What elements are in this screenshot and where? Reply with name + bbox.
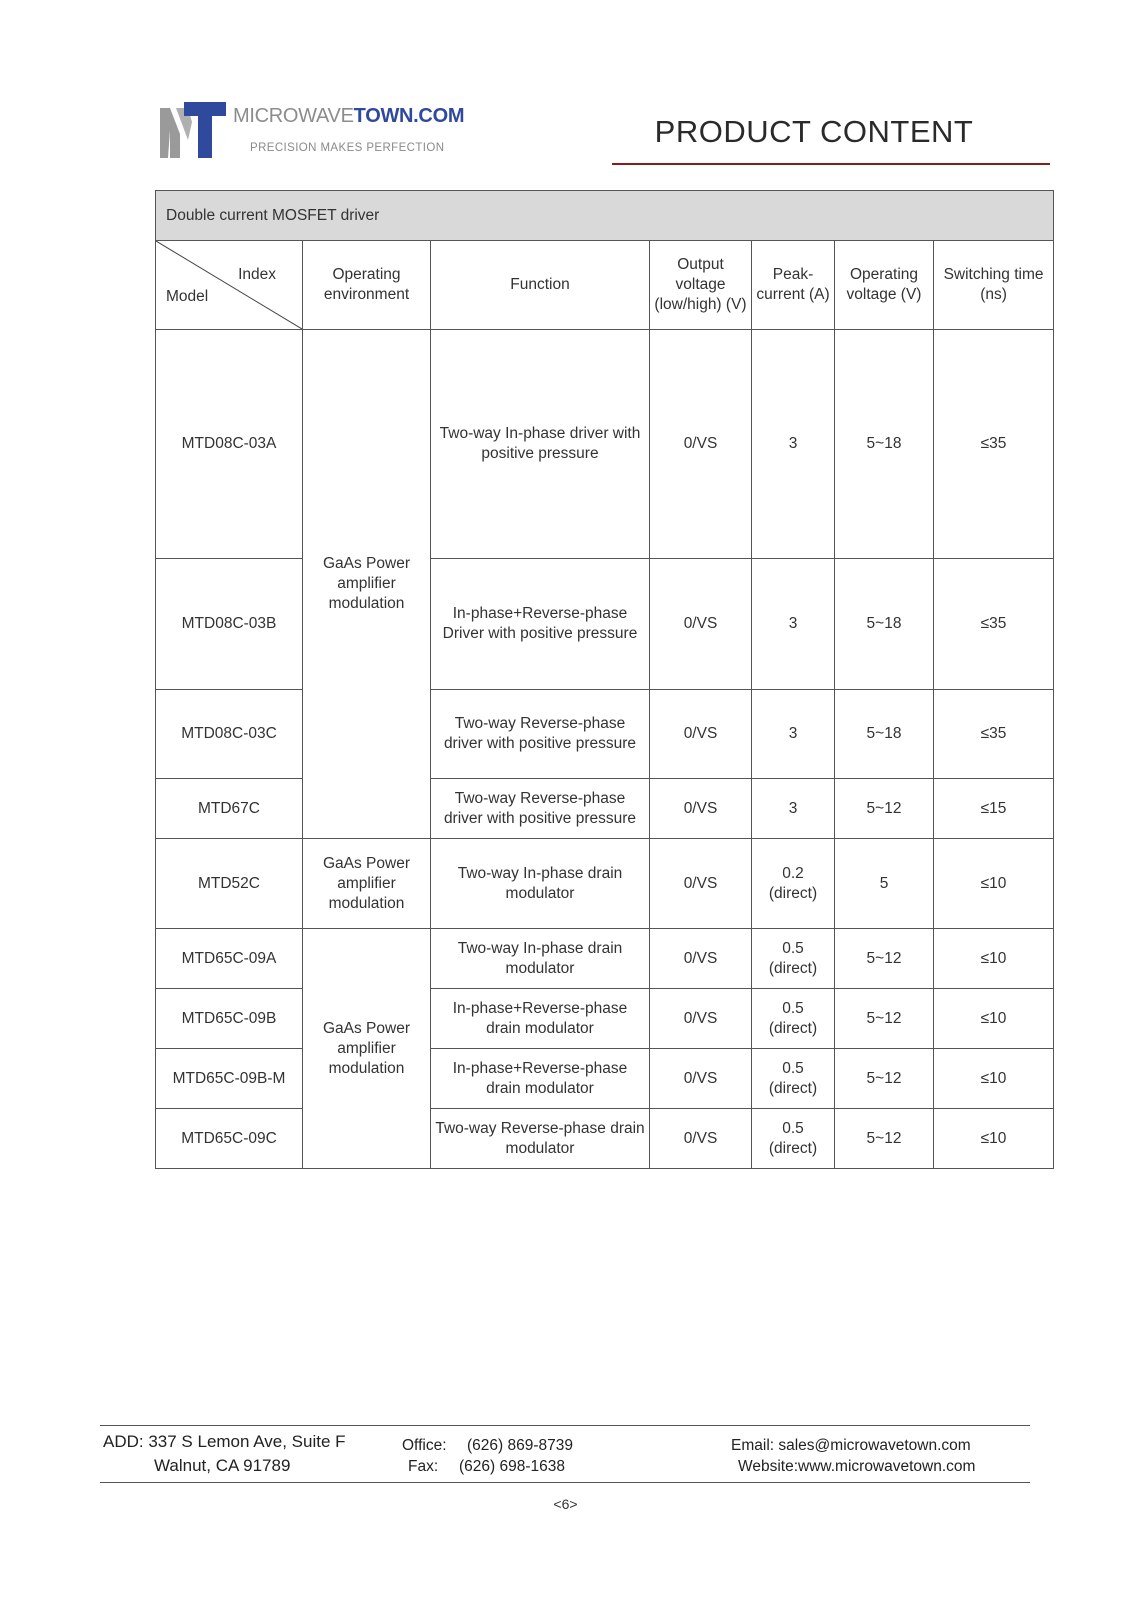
output-voltage-cell: 0/VS <box>650 330 752 559</box>
col-header-operating-voltage: Operating voltage (V) <box>835 241 934 330</box>
operating-voltage-cell: 5~12 <box>835 989 934 1049</box>
switching-time-cell: ≤35 <box>934 690 1054 779</box>
peak-current-cell <box>752 839 835 929</box>
switching-time-cell: ≤10 <box>934 989 1054 1049</box>
environment-cell: GaAs Power amplifier modulation <box>303 839 431 929</box>
peak-current-value: 0.5 <box>782 939 804 957</box>
switching-time-cell: ≤15 <box>934 779 1054 839</box>
output-voltage-cell: 0/VS <box>650 559 752 690</box>
fax-label: Fax: <box>408 1458 439 1475</box>
function-cell: Two-way Reverse-phase driver with positive pressure <box>431 779 650 839</box>
address-line-1: ADD: 337 S Lemon Ave, Suite F <box>103 1432 346 1451</box>
table-row <box>156 989 1054 1049</box>
operating-voltage-cell: 5~18 <box>835 690 934 779</box>
peak-current-note: (direct) <box>768 959 818 977</box>
operating-voltage-cell: 5~12 <box>835 929 934 989</box>
email-text: Email: sales@microwavetown.com <box>731 1437 971 1454</box>
footer-bottom-rule <box>100 1482 1030 1483</box>
output-voltage-cell: 0/VS <box>650 1109 752 1169</box>
switching-time-cell: ≤10 <box>934 929 1054 989</box>
model-cell: MTD65C-09B <box>156 989 303 1049</box>
col-header-switching-time: Switching time (ns) <box>934 241 1054 330</box>
address-line-2: Walnut, CA 91789 <box>154 1456 291 1475</box>
peak-current-cell: 3 <box>752 559 835 690</box>
office-number: (626) 869-8739 <box>467 1437 573 1454</box>
model-label: Model <box>166 288 209 305</box>
table-row <box>156 839 1054 929</box>
function-cell: In-phase+Reverse-phase Driver with positive pressure <box>431 559 650 690</box>
output-voltage-cell: 0/VS <box>650 1049 752 1109</box>
output-voltage-cell: 0/VS <box>650 929 752 989</box>
peak-current-note: (direct) <box>768 1019 818 1037</box>
peak-current-value: 0.5 <box>782 1059 804 1077</box>
output-voltage-cell: 0/VS <box>650 989 752 1049</box>
peak-current-note: (direct) <box>768 1139 818 1157</box>
operating-voltage-cell: 5~12 <box>835 1049 934 1109</box>
environment-cell: GaAs Power amplifier modulation <box>303 330 431 839</box>
col-header-output-voltage: Output voltage (low/high) (V) <box>650 241 752 330</box>
peak-current-cell <box>752 989 835 1049</box>
peak-current-value: 0.5 <box>782 999 804 1017</box>
peak-current-cell <box>752 1109 835 1169</box>
function-cell: In-phase+Reverse-phase drain modulator <box>431 1049 650 1109</box>
peak-current-value: 0.2 <box>782 864 804 882</box>
table-row <box>156 929 1054 989</box>
peak-current-cell: 3 <box>752 690 835 779</box>
peak-current-note: (direct) <box>768 884 818 902</box>
model-cell: MTD65C-09C <box>156 1109 303 1169</box>
model-cell: MTD08C-03C <box>156 690 303 779</box>
switching-time-cell: ≤10 <box>934 1109 1054 1169</box>
table-row <box>156 1049 1054 1109</box>
switching-time-cell: ≤35 <box>934 559 1054 690</box>
footer-top-rule <box>100 1425 1030 1426</box>
mt-logo-icon <box>158 100 228 164</box>
spec-table <box>155 190 1054 1169</box>
function-cell: Two-way Reverse-phase driver with positive pressure <box>431 690 650 779</box>
operating-voltage-cell: 5~12 <box>835 779 934 839</box>
brand-name: MICROWAVETOWN.COM <box>233 105 465 127</box>
model-cell: MTD52C <box>156 839 303 929</box>
switching-time-cell: ≤35 <box>934 330 1054 559</box>
title-underline <box>612 163 1050 165</box>
page-title: PRODUCT CONTENT <box>654 114 974 149</box>
peak-current-cell <box>752 929 835 989</box>
table-row <box>156 690 1054 779</box>
output-voltage-cell: 0/VS <box>650 690 752 779</box>
fax-number: (626) 698-1638 <box>459 1458 565 1475</box>
peak-current-cell <box>752 1049 835 1109</box>
operating-voltage-cell: 5 <box>835 839 934 929</box>
company-logo <box>158 100 465 164</box>
col-header-environment: Operating environment <box>303 241 431 330</box>
operating-voltage-cell: 5~18 <box>835 559 934 690</box>
table-caption: Double current MOSFET driver <box>156 191 1054 241</box>
table-row <box>156 559 1054 690</box>
operating-voltage-cell: 5~12 <box>835 1109 934 1169</box>
header-row <box>156 241 1054 330</box>
environment-cell: GaAs Power amplifier modulation <box>303 929 431 1169</box>
output-voltage-cell: 0/VS <box>650 779 752 839</box>
function-cell: In-phase+Reverse-phase drain modulator <box>431 989 650 1049</box>
peak-current-value: 0.5 <box>782 1119 804 1137</box>
table-row <box>156 1109 1054 1169</box>
peak-current-cell: 3 <box>752 330 835 559</box>
model-cell: MTD08C-03A <box>156 330 303 559</box>
model-cell: MTD08C-03B <box>156 559 303 690</box>
model-cell: MTD65C-09B-M <box>156 1049 303 1109</box>
col-header-function: Function <box>431 241 650 330</box>
brand-tagline: PRECISION MAKES PERFECTION <box>250 142 445 154</box>
switching-time-cell: ≤10 <box>934 839 1054 929</box>
diagonal-header-cell <box>156 241 303 330</box>
function-cell: Two-way In-phase driver with positive pressure <box>431 330 650 559</box>
switching-time-cell: ≤10 <box>934 1049 1054 1109</box>
function-cell: Two-way In-phase drain modulator <box>431 929 650 989</box>
col-header-peak-current: Peak-current (A) <box>752 241 835 330</box>
peak-current-cell: 3 <box>752 779 835 839</box>
output-voltage-cell: 0/VS <box>650 839 752 929</box>
index-label: Index <box>238 266 276 283</box>
table-row <box>156 779 1054 839</box>
table-row <box>156 330 1054 559</box>
peak-current-note: (direct) <box>768 1079 818 1097</box>
page-number: <6> <box>553 1496 578 1512</box>
operating-voltage-cell: 5~18 <box>835 330 934 559</box>
function-cell: Two-way Reverse-phase drain modulator <box>431 1109 650 1169</box>
office-label: Office: <box>402 1437 447 1454</box>
function-cell: Two-way In-phase drain modulator <box>431 839 650 929</box>
model-cell: MTD67C <box>156 779 303 839</box>
model-cell: MTD65C-09A <box>156 929 303 989</box>
website-text: Website:www.microwavetown.com <box>738 1458 976 1475</box>
